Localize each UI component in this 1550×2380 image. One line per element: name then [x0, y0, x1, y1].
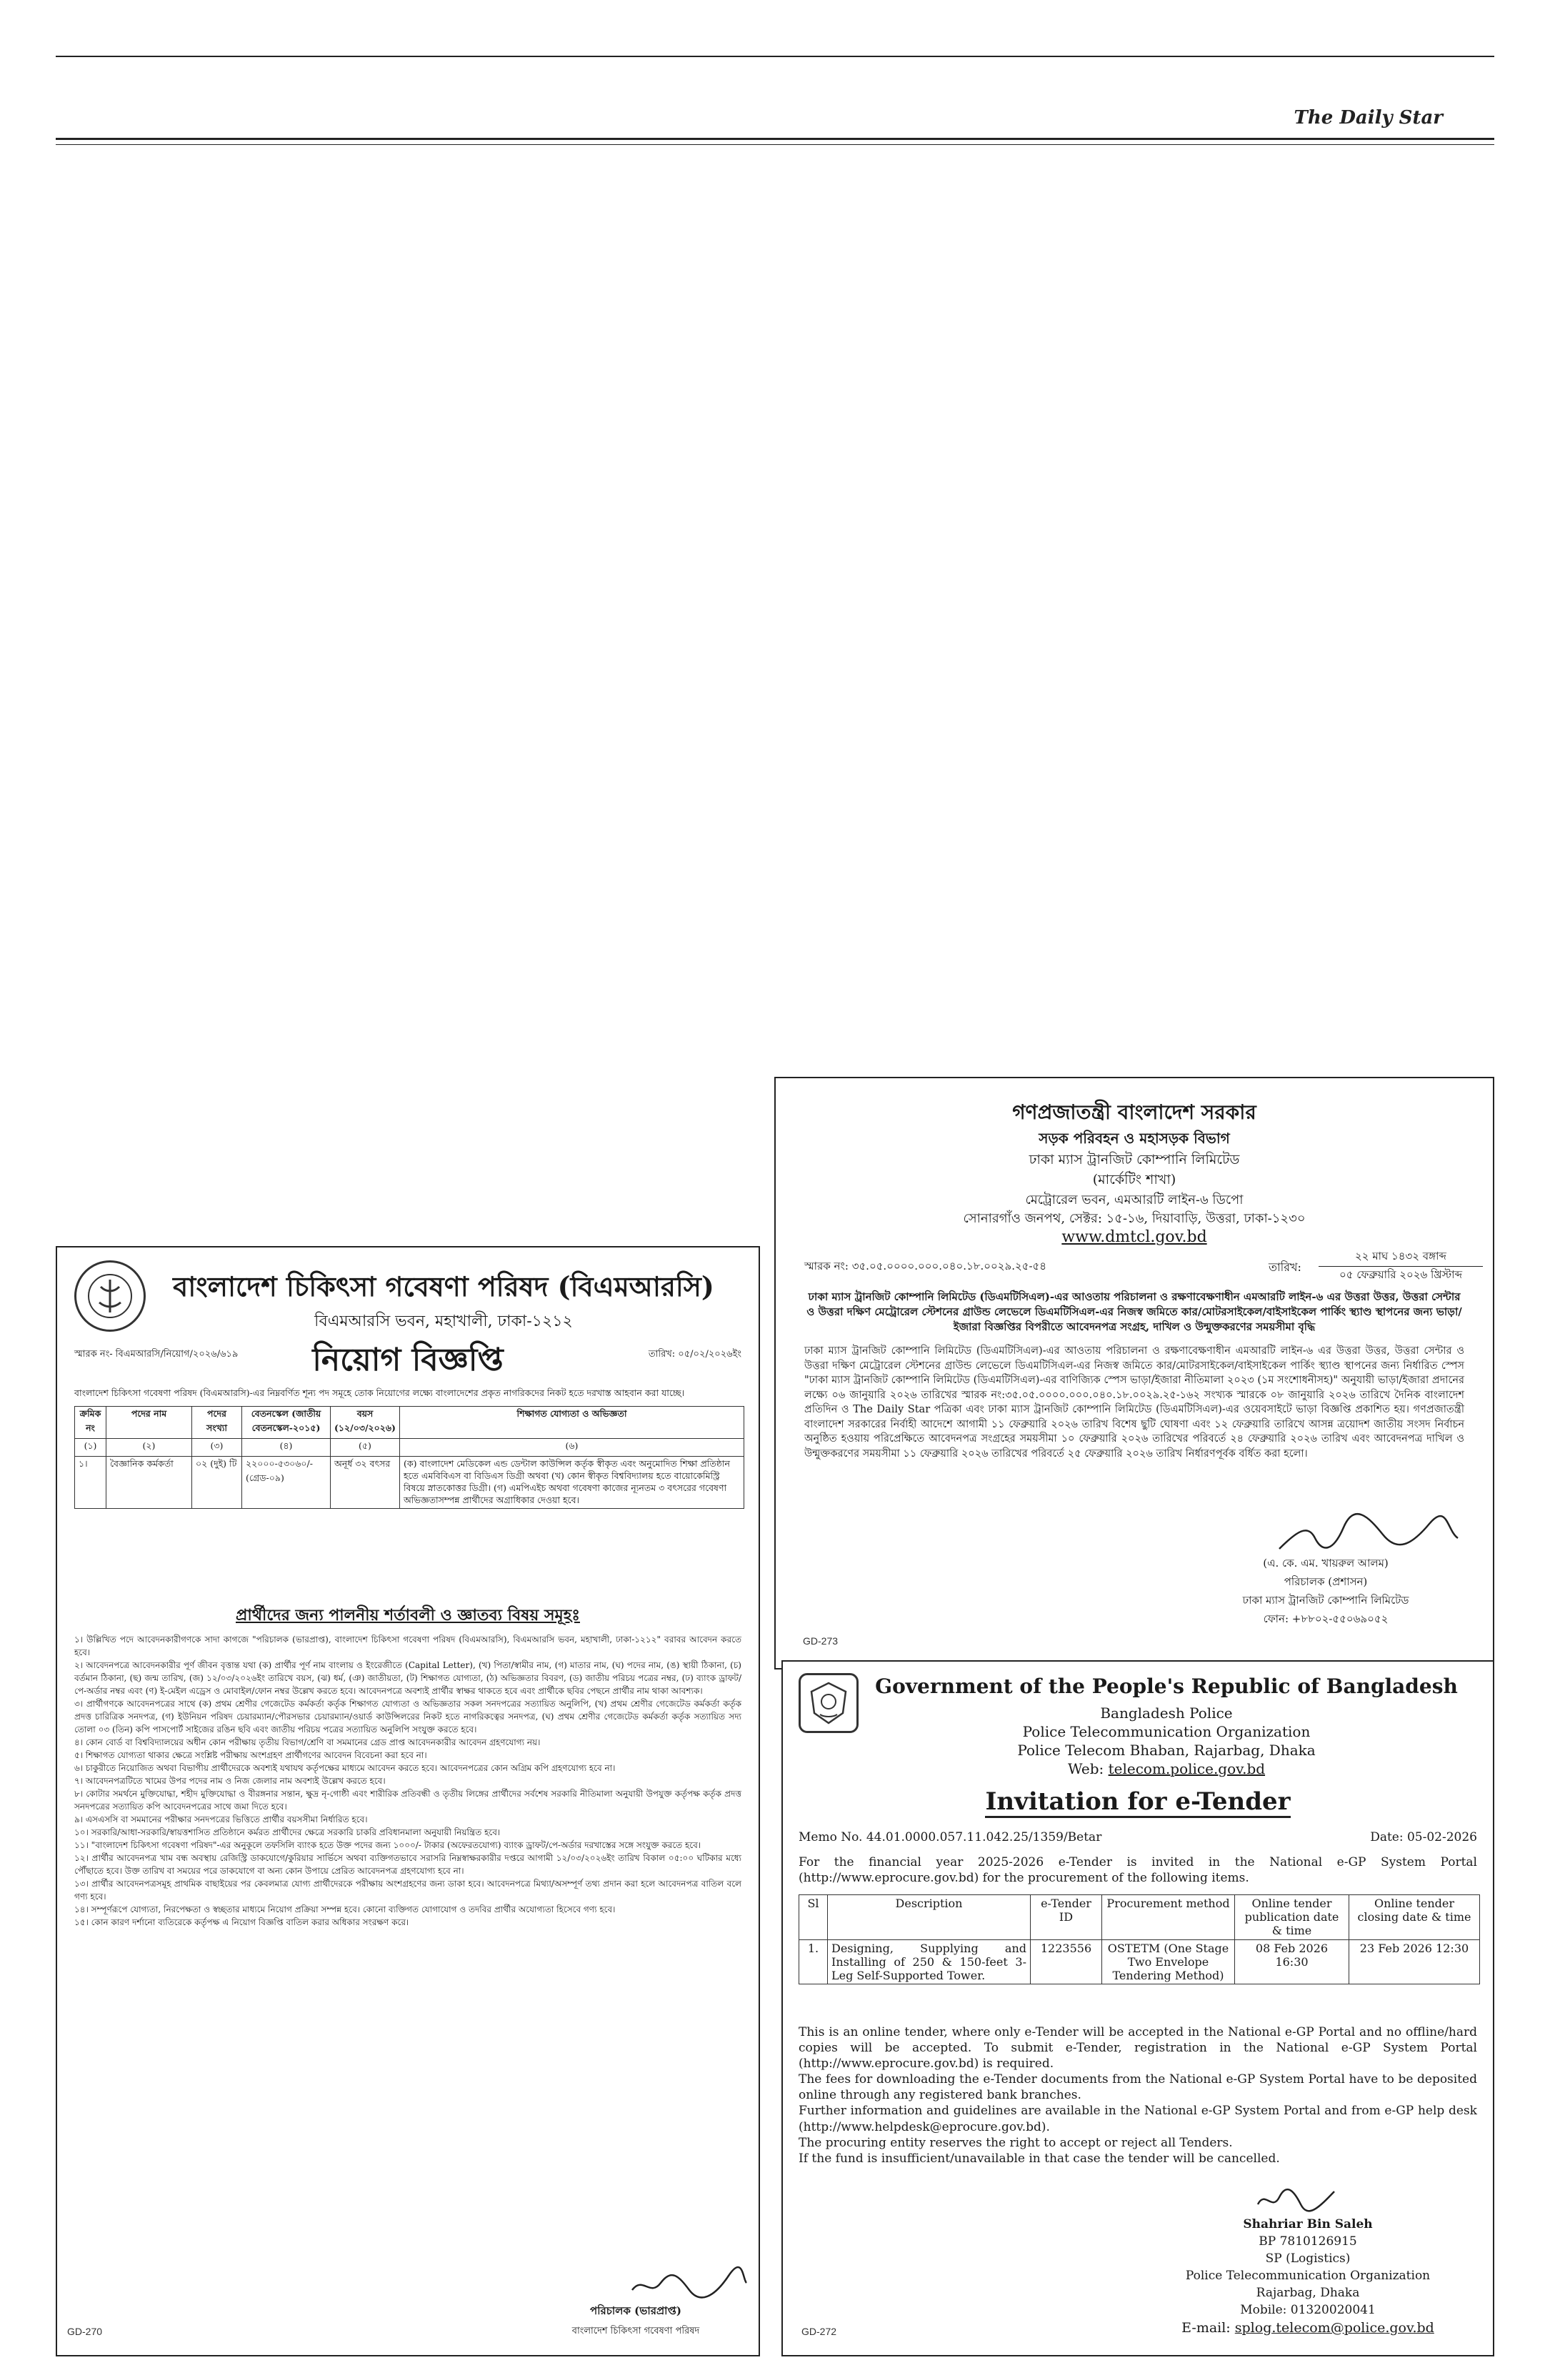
- table-cell: 1223556: [1031, 1939, 1102, 1984]
- bmrc-signer-title: পরিচালক (ভারপ্রাপ্ত): [590, 2304, 681, 2317]
- table-header: Procurement method: [1102, 1895, 1235, 1940]
- list-item: ৫। শিক্ষাগত যোগ্যতা থাকার ক্ষেত্রে সংশ্লিষ্ট পরীক্ষায় অংশগ্রহণ প্রার্থীগণের আবেদন বিবেচনা করা হবে না।: [74, 1750, 427, 1760]
- table-cell: 1.: [799, 1939, 828, 1984]
- bmrc-post-table: [74, 1406, 744, 1509]
- dmtcl-memo: স্মারক নং: ৩৫.০৫.০০০০.০০০.০৪০.১৮.০০২৯.২৫-৫৪: [804, 1260, 1047, 1272]
- table-header: শিক্ষাগত যোগ্যতা ও অভিজ্ঞতা: [399, 1407, 744, 1439]
- table-header-row: [75, 1407, 744, 1439]
- police-address: Police Telecom Bhaban, Rajarbag, Dhaka: [1017, 1742, 1316, 1759]
- list-item: ২। আবেদনপত্রে আবেদনকারীর পূর্ণ জীবন বৃত্তান্ত যথা (ক) প্রার্থীর পূর্ণ নাম বাংলায় ও ইংরেজীতে (Capital Letter), (খ) পিতা/স্বামীর নাম, (গ) মাতার নাম, (ঘ) পদের নাম, (ঙ) স্থায়ী ঠিকানা, (চ) বর্তমান ঠিকানা, (ছ) জন্ম তারিখ, (জ) ১২/০৩/২০২৬ইং তারিখে বয়স, (ঝ) ধর্ম, (ঞ) জাতীয়তা, (ট) শিক্ষাগত যোগ্যতা, (ঠ) অভিজ্ঞতার বিবরণ, (ড) জাতীয় পরিচয় পত্রের নম্বর, (ঢ) ব্যাংক ড্রাফট/পে-অর্ডার নম্বর এবং (ণ) ই-মেইল এড্রেস ও মোবাইল/ফোন নম্বর উল্লেখ করতে হবে। আবেদনপত্রে অবশ্যই প্রার্থীর স্বাক্ষর থাকতে হবে এবং প্রার্থীকে ছবির পেছনে প্রার্থীর নাম থাকা আবশ্যক।: [74, 1660, 741, 1696]
- list-item: ৪। কোন বোর্ড বা বিশ্ববিদ্যালয়ের অধীন কোন পরীক্ষায় তৃতীয় বিভাগ/শ্রেণি বা সমমানের গ্রেড প্রাপ্ত আবেদনকারীর আবেদন গ্রহণযোগ্য নয়।: [74, 1737, 541, 1747]
- dmtcl-division: সড়ক পরিবহন ও মহাসড়ক বিভাগ: [1039, 1130, 1230, 1147]
- table-index: (৪): [242, 1439, 331, 1457]
- header-rule-1: [56, 138, 1494, 140]
- dmtcl-date-english: ০৫ ফেব্রুয়ারি ২০২৬ খ্রিস্টাব্দ: [1339, 1268, 1462, 1281]
- police-tender-notice: [781, 1660, 1494, 2356]
- table-cell: ১।: [75, 1457, 106, 1509]
- police-mobile: Mobile: 01320020041: [1240, 2303, 1376, 2317]
- table-header: বয়স (১২/০৩/২০২৬): [331, 1407, 400, 1439]
- police-code: GD-272: [801, 2326, 837, 2337]
- table-index-row: [75, 1439, 744, 1457]
- list-item: This is an online tender, where only e-Tender will be accepted in the National e-GP Portal and no offline/hard copies will be accepted. To submit e-Tender, registration in the National e-GP System Portal (http://www.eprocure.gov.bd) is required.: [799, 2025, 1477, 2072]
- table-header: বেতনস্কেল (জাতীয় বেতনস্কেল-২০১৫): [242, 1407, 331, 1439]
- table-row: [799, 1939, 1480, 1984]
- list-item: Further information and guidelines are available in the National e-GP System Portal and from e-GP help desk (http://www.helpdesk@eprocure.gov.bd).: [799, 2104, 1477, 2134]
- table-header: Online tender publication date & time: [1235, 1895, 1349, 1940]
- table-cell: OSTETM (One Stage Two Envelope Tendering Method): [1102, 1939, 1235, 1984]
- police-heading-text: Invitation for e-Tender: [985, 1787, 1290, 1818]
- list-item: ৮। কোটার সমর্থনে মুক্তিযোদ্ধা, শহীদ মুক্তিযোদ্ধা ও বীরঙ্গনার সন্তান, ক্ষুদ্র নৃ-গোষ্ঠী এবং শারীরিক প্রতিবন্ধী ও তৃতীয় লিঙ্গের প্রার্থীদের সর্বশেষ সরকারি নীতিমালা অনুযায়ী উপযুক্ত কর্তৃপক্ষ কর্তৃক প্রদত্ত সনদপত্রের সত্যায়িত কপি আবেদনপত্রের সাথে জমা দিতে হবে।: [74, 1789, 741, 1812]
- police-memo: Memo No. 44.01.0000.057.11.042.25/1359/Betar: [799, 1830, 1102, 1844]
- bmrc-signer-org: বাংলাদেশ চিকিৎসা গবেষণা পরিষদ: [571, 2326, 700, 2336]
- police-org-1: Bangladesh Police: [1100, 1704, 1233, 1722]
- table-cell: অনূর্ধ ৩২ বৎসর: [331, 1457, 400, 1509]
- dmtcl-address-1: মেট্রোরেল ভবন, এমআরটি লাইন-৬ ডিপো: [1025, 1192, 1244, 1207]
- list-item: ৯। এসএসসি বা সমমানের পরীক্ষার সনদপত্রের ভিত্তিতে প্রার্থীর বয়সসীমা নির্ধারিত হবে।: [74, 1814, 368, 1824]
- list-item: ৬। চাকুরীতে নিয়োজিত অথবা বিভাগীয় প্রার্থীদেরকে অবশ্যই যথাযথ কর্তৃপক্ষের মাধ্যমে আবেদন করতে হবে। আবেদনপত্রের কোন অগ্রিম কপি গ্রহণযোগ্য হবে না।: [74, 1763, 616, 1773]
- dmtcl-signer-title: পরিচালক (প্রশাসন): [1284, 1575, 1368, 1588]
- bmrc-date: তারিখ: ০৫/০২/২০২৬ইং: [648, 1349, 741, 1360]
- table-cell: বৈজ্ঞানিক কর্মকর্তা: [106, 1457, 192, 1509]
- list-item: ১৫। কোন কারণ দর্শানো ব্যতিরেকে কর্তৃপক্ষ এ নিয়োগ বিজ্ঞপ্তি বাতিল করার অধিকার সংরক্ষণ করে।: [74, 1917, 409, 1927]
- table-index: (৬): [399, 1439, 744, 1457]
- table-index: (২): [106, 1439, 192, 1457]
- table-row: [75, 1457, 744, 1509]
- bmrc-code: GD-270: [67, 2326, 103, 2337]
- list-item: ১৪। সম্পূর্ণরূপে যোগ্যতা, নিরপেক্ষতা ও স্বচ্ছতার মাধ্যমে নিয়োগ প্রক্রিয়া সম্পন্ন হবে। কোনো ব্যক্তিগত যোগাযোগ ও তদবির প্রার্থীর অযোগ্যতা হিসেবে গণ্য হবে।: [74, 1904, 616, 1914]
- table-cell: (ক) বাংলাদেশ মেডিকেল এন্ড ডেন্টাল কাউন্সিল কর্তৃক স্বীকৃত এবং অনুমোদিত শিক্ষা প্রতিষ্ঠান হতে এমবিবিএস বা বিডিএস ডিগ্রী অথবা (খ) কোন স্বীকৃত বিশ্ববিদ্যালয় হতে বায়োকেমিস্ট্রি বিষয়ে স্নাতকোত্তর ডিগ্রী। (গ) এমপিএইচ অথবা গবেষণা কাজের ন্যূনতম ৩ বৎসরের গবেষণা অভিজ্ঞতাসম্পন্ন প্রার্থীদের অগ্রাধিকার দেওয়া হবে।: [399, 1457, 744, 1509]
- list-item: ১২। প্রার্থীর আবেদনপত্র খাম বন্ধ অবস্থায় রেজিস্ট্রি ডাকযোগে/কুরিয়ার সার্ভিসে অথবা ব্যক্তিগতভাবে সরাসরি নিম্নস্বাক্ষরকারীর দপ্তরে আগামী ১২/০৩/২০২৬ইং তারিখ বিকাল ০৫:০০ ঘটিকার মধ্যে পৌঁছাতে হবে। উক্ত তারিখ বা সময়ের পরে ডাকযোগে বা অন্য কোন উপায়ে প্রেরিত আবেদনপত্র গ্রহণযোগ্য হবে না।: [74, 1853, 741, 1876]
- list-item: ১১। "বাংলাদেশ চিকিৎসা গবেষণা পরিষদ"-এর অনুকূলে তফসিলি ব্যাংক হতে উক্ত পদের জন্য ১০০০/- টাকার (অফেরতযোগ্য) ব্যাংক ড্রাফট/পে-অর্ডার দরখাস্তের সঙ্গে সংযুক্ত করতে হবে।: [74, 1840, 701, 1850]
- dmtcl-notice: [774, 1077, 1494, 1669]
- police-email: [1140, 2320, 1476, 2336]
- list-item: The procuring entity reserves the right to accept or reject all Tenders.: [799, 2135, 1233, 2150]
- table-header: e-Tender ID: [1031, 1895, 1102, 1940]
- dmtcl-wing: (মার্কেটিং শাখা): [1092, 1172, 1176, 1188]
- table-cell: 23 Feb 2026 12:30: [1349, 1939, 1480, 1984]
- dmtcl-address-2: সোনারগাঁও জনপথ, সেক্টর: ১৫-১৬, দিয়াবাড়ি, উত্তরা, ঢাকা-১২৩০: [963, 1211, 1306, 1226]
- list-item: If the fund is insufficient/unavailable in that case the tender will be cancelled.: [799, 2151, 1280, 2166]
- list-item: ১। উল্লিখিত পদে আবেদনকারীগণকে সাদা কাগজে "পরিচালক (ভারপ্রাপ্ত), বাংলাদেশ চিকিৎসা গবেষণা পরিষদ (বিএমআরসি), বিএমআরসি ভবন, মহাখালী, ঢাকা-১২১২" বরাবর আবেদন করতে হবে।: [74, 1635, 741, 1657]
- bmrc-address: বিএমআরসি ভবন, মহাখালী, ঢাকা-১২১২: [314, 1312, 573, 1330]
- list-item: ১৩। প্রার্থীর আবেদনপত্রসমূহ প্রাথমিক বাছাইয়ের পর কেবলমাত্র যোগ্য প্রার্থীদেরকে পরীক্ষায় অংশগ্রহণের জন্য ডাকা হবে। আবেদনপত্রে মিথ্যা/অসম্পূর্ণ তথ্য প্রদান করা হলে আবেদনপত্র বাতিল বলে গণ্য হবে।: [74, 1879, 741, 1902]
- police-signer-place: Rajarbag, Dhaka: [1256, 2286, 1360, 2300]
- police-org-2: Police Telecommunication Organization: [1022, 1723, 1311, 1740]
- police-tender-table: [799, 1894, 1480, 1984]
- list-item: ৩। প্রার্থীগণকে আবেদনপত্রের সাথে (ক) প্রথম শ্রেণীর গেজেটেড কর্মকর্তা কর্তৃক শিক্ষাগত যোগ্যতা ও অভিজ্ঞতার সকল সনদপত্রের সত্যায়িত অনুলিপি, (খ) প্রথম শ্রেণীর গেজেটেড কর্মকর্তা কর্তৃক প্রদত্ত চারিত্রিক সনদপত্র, (গ) ইউনিয়ন পরিষদ চেয়ারম্যান/পৌরসভার চেয়ারম্যান/ওয়ার্ড কাউন্সিলরের নিকট হতে নাগরিকত্বের সনদপত্র, (ঘ) প্রথম শ্রেণীর গেজেটেড কর্মকর্তা কর্তৃক সত্যায়িত সদ্য তোলা ০৩ (তিন) কপি পাসপোর্ট সাইজের রঙিন ছবি এবং জাতীয় পরিচয় পত্রের সত্যায়িত অনুলিপি সংযুক্ত করতে হবে।: [74, 1699, 741, 1734]
- bmrc-notice: [56, 1246, 760, 2356]
- police-web-link[interactable]: telecom.police.gov.bd: [1108, 1760, 1266, 1777]
- table-index: (৩): [192, 1439, 242, 1457]
- dmtcl-body: ঢাকা ম্যাস ট্রানজিট কোম্পানি লিমিটেড (ডিএমটিসিএল)-এর আওতায় পরিচালনা ও রক্ষণাবেক্ষণাধীন এমআরটি লাইন-৬ এর উত্তরা উত্তর, উত্তরা সেন্টার ও উত্তরা দক্ষিণ মেট্রোরেল স্টেশনের গ্রাউন্ড লেভেলে ডিএমটিসিএল-এর নিজস্ব জমিতে কার/মোটরসাইকেল/বাইসাইকেল পার্কিং স্থ্যাণ্ড স্থাপনের জন্য নির্ধারিত স্পেস "ঢাকা ম্যাস ট্রানজিট কোম্পানি লিমিটেড (ডিএমটিসিএল)-এর বাণিজ্যিক স্পেস ভাড়া/ইজারা নীতিমালা ২০২৩ (১ম সংশোধনীসহ)" অনুযায়ী ভাড়া/ইজারা প্রদানের লক্ষ্যে ০৬ জানুয়ারি ২০২৬ তারিখের স্মারক নং:৩৫.০৫.০০০০.০০০.০৪০.১৮.০০২৯.২৫-১৬২ সংখ্যক স্মারকে ০৮ জানুয়ারি ২০২৬ তারিখে দৈনিক বাংলাদেশ প্রতিদিন ও The Daily Star পত্রিকা এবং ঢাকা ম্যাস ট্রানজিট কোম্পানি লিমিটেড (ডিএমটিসিএল)-এর ওয়েবসাইটে ভাড়া বিজ্ঞপ্তি প্রকাশিত হয়। গণপ্রজাতন্ত্রী বাংলাদেশ সরকারের নির্বাহী আদেশে আগামী ১১ ফেব্রুয়ারি ২০২৬ তারিখ বিশেষ ছুটি ঘোষণা এবং ১২ ফেব্রুয়ারি তারিখে আসন্ন ত্রয়োদশ জাতীয় সংসদ নির্বাচন অনুষ্ঠিত হওয়ায় পরিপ্রেক্ষিতে আবেদনপত্র সংগ্রহের সময়সীমা ১০ ফেব্রুয়ারি ২০২৬ তারিখের পরিবর্তে ২৪ ফেব্রুয়ারি ২০২৬ তারিখ এবং আবেদনপত্র দাখিল ও উন্মুক্তকরণের সময়সীমা ১১ ফেব্রুয়ারি ২০২৬ তারিখের পরিবর্তে ২৫ ফেব্রুয়ারি ২০২৬ তারিখ নির্ধারণপূর্বক বর্ধিত করা হলো।: [804, 1345, 1464, 1460]
- bmrc-logo: [74, 1260, 146, 1332]
- table-index: (১): [75, 1439, 106, 1457]
- bmrc-intro: বাংলাদেশ চিকিৎসা গবেষণা পরিষদ (বিএমআরসি)-এর নিম্নবর্ণিত শূন্য পদ সমূহে তোক নিয়োগের লক্ষ্যে বাংলাদেশের প্রকৃত নাগরিকদের নিকট হতে দরখাস্ত আহবান করা যাচ্ছে।: [74, 1387, 685, 1398]
- bmrc-title: বাংলাদেশ চিকিৎসা গবেষণা পরিষদ (বিএমআরসি): [173, 1270, 714, 1302]
- dmtcl-signer-org: ঢাকা ম্যাস ট্রানজিট কোম্পানি লিমিটেড: [1242, 1594, 1409, 1607]
- table-header: Description: [828, 1895, 1031, 1940]
- table-header: পদের সংখ্যা: [192, 1407, 242, 1439]
- dmtcl-signature: [1276, 1510, 1461, 1560]
- table-header: ক্রমিক নং: [75, 1407, 106, 1439]
- bmrc-signature: [629, 2261, 750, 2304]
- bmrc-heading: নিয়োগ বিজ্ঞপ্তি: [312, 1342, 504, 1378]
- police-heading: [783, 1787, 1493, 1816]
- table-cell: ০২ (দুই) টি: [192, 1457, 242, 1509]
- table-cell: Designing, Supplying and Installing of 250 & 150-feet 3-Leg Self-Supported Tower.: [828, 1939, 1031, 1984]
- police-signer-name: Shahriar Bin Saleh: [1243, 2217, 1373, 2231]
- dmtcl-code: GD-273: [803, 1635, 839, 1647]
- police-intro: For the financial year 2025-2026 e-Tender is invited in the National e-GP System Portal (http://www.eprocure.gov.bd) for the procurement of the following items.: [799, 1855, 1477, 1886]
- table-header: পদের নাম: [106, 1407, 192, 1439]
- dmtcl-company: ঢাকা ম্যাস ট্রানজিট কোম্পানি লিমিটেড: [1029, 1152, 1240, 1168]
- police-signer-bp: BP 7810126915: [1259, 2234, 1357, 2249]
- header-rule-2: [56, 144, 1494, 145]
- list-item: ৭। আবেদনপত্রটিতে খামের উপর পদের নাম ও নিজ জেলার নাম অবশ্যই উল্লেখ করতে হবে।: [74, 1776, 386, 1786]
- dmtcl-date-label: তারিখ:: [1269, 1260, 1301, 1274]
- bmrc-conditions-heading: প্রার্থীদের জন্য পালনীয় শর্তাবলী ও জ্ঞাতব্য বিষয় সমূহঃ: [236, 1606, 580, 1625]
- police-web: [847, 1760, 1486, 1777]
- dmtcl-gov: গণপ্রজাতন্ত্রী বাংলাদেশ সরকার: [1012, 1100, 1256, 1124]
- table-header-row: [799, 1895, 1480, 1940]
- table-cell: 08 Feb 2026 16:30: [1235, 1939, 1349, 1984]
- list-item: The fees for downloading the e-Tender documents from the National e-GP System Portal have to be deposited online through any registered bank branches.: [799, 2072, 1477, 2103]
- police-date: Date: 05-02-2026: [1370, 1830, 1477, 1844]
- police-web-label: Web:: [1067, 1760, 1109, 1777]
- masthead-logo: The Daily Star: [1294, 107, 1443, 129]
- table-cell: ২২০০০-৫৩০৬০/- (গ্রেড-০৯): [242, 1457, 331, 1509]
- dmtcl-subject: ঢাকা ম্যাস ট্রানজিট কোম্পানি লিমিটেড (ডিএমটিসিএল)-এর আওতায় পরিচালনা ও রক্ষণাবেক্ষণাধীন এমআরটি লাইন-৬ এর উত্তরা উত্তর, উত্তরা সেন্টার ও উত্তরা দক্ষিণ মেট্রোরেল স্টেশনের গ্রাউন্ড লেভেলে ডিএমটিসিএল-এর নিজস্ব জমিতে কার/মোটরসাইকেল/বাইসাইকেল পার্কিং স্থ্যাণ্ড স্থাপনের জন্য ভাড়া/ইজারা বিজ্ঞপ্তির বিপরীতে আবেদনপত্র সংগ্রহ, দাখিল ও উন্মুক্তকরণের সময়সীমা বৃদ্ধি: [806, 1290, 1462, 1333]
- police-signature: [1254, 2183, 1340, 2216]
- dmtcl-signer-name: (এ. কে. এম. খায়রুল আলম): [1263, 1557, 1389, 1570]
- bmrc-memo: স্মারক নং- বিএমআরসি/নিয়োগ/২০২৬/৬১৯: [74, 1349, 239, 1360]
- police-gov: Government of the People's Republic of Bangladesh: [875, 1674, 1458, 1698]
- dmtcl-date-bangla: ২২ মাঘ ১৪৩২ বঙ্গাব্দ: [1319, 1248, 1483, 1267]
- police-email-link[interactable]: splog.telecom@police.gov.bd: [1234, 2320, 1434, 2336]
- table-header: Sl: [799, 1895, 828, 1940]
- bmrc-conditions-list: [74, 1633, 741, 1929]
- police-signer-org: Police Telecommunication Organization: [1185, 2269, 1431, 2283]
- table-header: Online tender closing date & time: [1349, 1895, 1480, 1940]
- police-email-label: E-mail:: [1181, 2320, 1235, 2336]
- table-index: (৫): [331, 1439, 400, 1457]
- dmtcl-signer-phone: ফোন: +৮৮০২-৫৫০৬৯০৫২: [1263, 1612, 1389, 1625]
- police-signer-title: SP (Logistics): [1265, 2251, 1351, 2266]
- police-notes: [799, 2024, 1477, 2166]
- top-rule: [56, 56, 1494, 57]
- dmtcl-website-link[interactable]: www.dmtcl.gov.bd: [1061, 1228, 1207, 1246]
- list-item: ১০। সরকারি/আধা-সরকারি/স্বায়ত্তশাসিত প্রতিষ্ঠানে কর্মরত প্রার্থীদের ক্ষেত্রে সরকারি চাকরি প্রবিধানমালা অনুযায়ী নিয়ন্ত্রিত হবে।: [74, 1827, 501, 1837]
